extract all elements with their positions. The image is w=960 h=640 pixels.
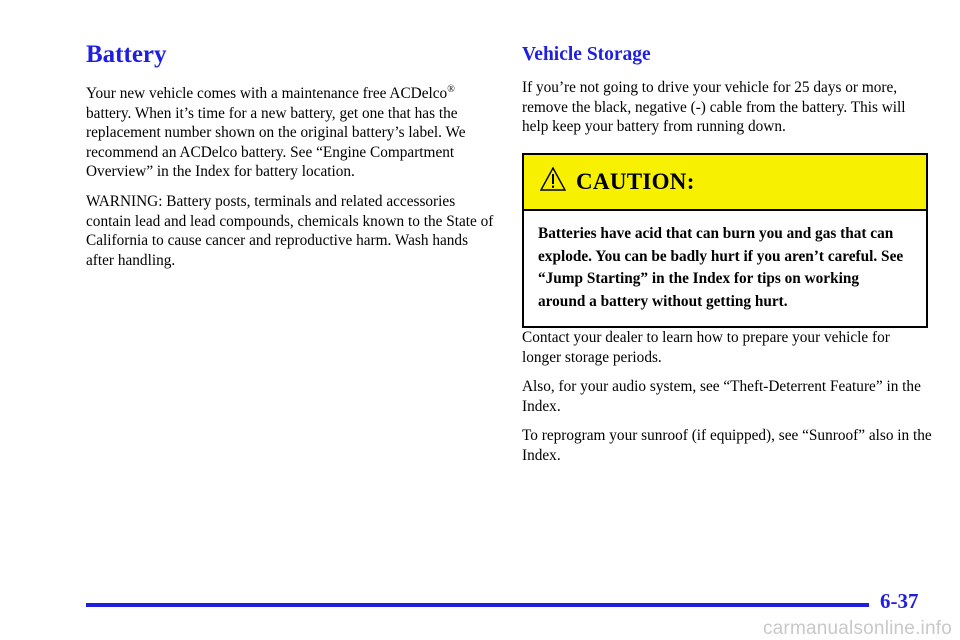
warning-exclamation-icon (540, 166, 566, 192)
storage-paragraph-1: If you’re not going to drive your vehicle for 25 days or more, remove the black, negative (-) cable from the battery. This will help keep your battery from running down. (522, 79, 906, 136)
battery-section (86, 40, 494, 280)
storage-paragraph-2: Contact your dealer to learn how to prepare your vehicle for longer storage periods. (522, 328, 890, 366)
storage-paragraph-4: To reprogram your sunroof (if equipped), see “Sunroof” also in the Index. (522, 427, 932, 464)
battery-paragraph-1-text-cont: battery. When it’s time for a new battery, get one that has the replacement number shown on the original battery’s label. We recommend an ACDelco battery. See “Engine Compartment Overview” in the Index for battery location. (86, 104, 466, 181)
vehicle-storage-title: Vehicle Storage (522, 44, 651, 65)
caution-header (524, 155, 926, 211)
footer-rule (86, 603, 869, 607)
battery-title: Battery (86, 41, 167, 68)
watermark-text: carmanualsonline.info (762, 618, 952, 639)
page-number: 6-37 (880, 589, 919, 613)
battery-warning-paragraph: WARNING: Battery posts, terminals and related accessories contain lead and lead compounds, chemicals known to the State of California to cause cancer and reproductive harm. Wash hands after handling. (86, 192, 494, 269)
vehicle-storage-section (522, 40, 932, 476)
battery-paragraph-1 (86, 84, 494, 182)
caution-text: Batteries have acid that can burn you and gas that can explode. You can be badly hurt if you aren’t careful. See “Jump Starting” in the Index for tips on working around a battery without getting hurt. (538, 224, 904, 311)
registered-mark: ® (447, 84, 455, 95)
caution-label: CAUTION: (576, 168, 695, 194)
battery-paragraph-1-text: Your new vehicle comes with a maintenance free ACDelco (86, 85, 448, 102)
caution-box (522, 153, 928, 328)
storage-paragraph-3: Also, for your audio system, see “Theft-Deterrent Feature” in the Index. (522, 378, 921, 415)
